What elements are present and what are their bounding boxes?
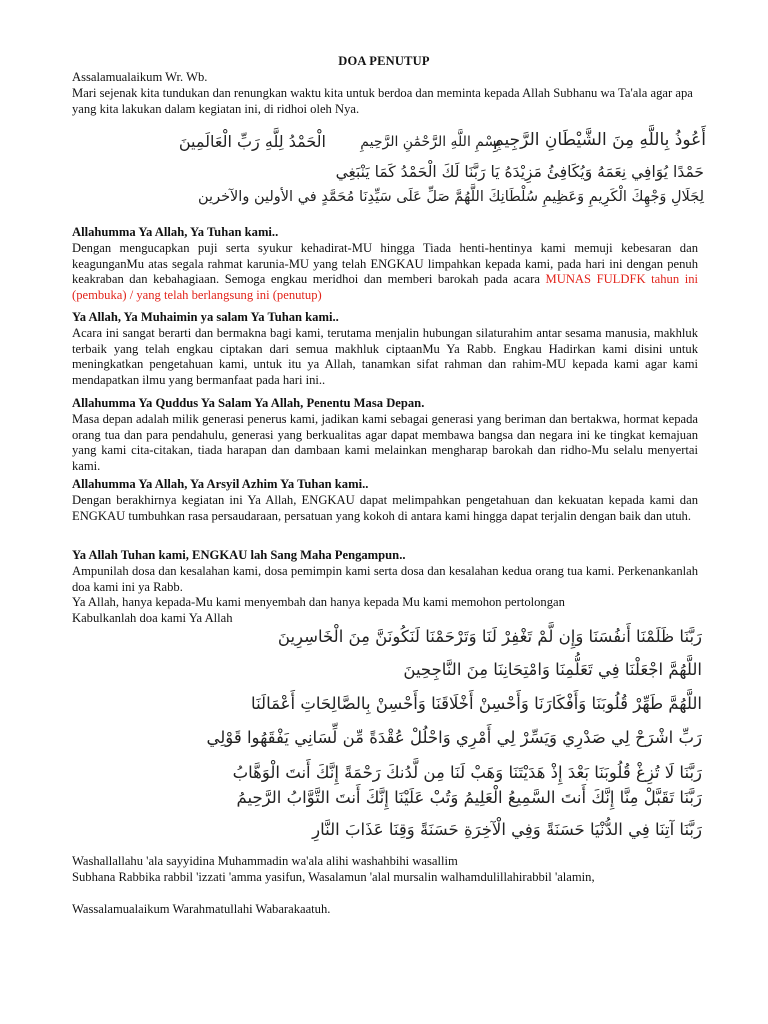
section-extra-2: Kabulkanlah doa kami Ya Allah [72,611,233,626]
greeting: Assalamualaikum Wr. Wb. [72,70,208,84]
arabic-prayer-2: اللَّهُمَّ اجْعَلْنَا فِي تَعَلُّمِنَا وَامْتِحَانِنَا مِنَ النَّاجِحِينَ [403,660,702,679]
section-body: Acara ini sangat berarti dan bermakna bagi kami, terutama menjalin hubungan silaturahim antar sesama manusia, makhluk terbaik yang telah engkau ciptakan dari semua makhluk ciptaanMu Ya Rabb. Engkau Hadirkan kami disini untuk meningkatkan pengetahuan kami, untuk itu ya Allah, tanamkan sifat rahman dan rahim-MU kepada kami agar kami mendapatkan ilmu yang bermanfaat pada hari ini.. [72,325,698,388]
section-2 [72,310,698,389]
basmalah-text: بِسْمِ اللَّهِ الرَّحْمَٰنِ الرَّحِيمِ [360,134,501,150]
section-heading: Allahumma Ya Allah, Ya Arsyil Azhim Ya Tuhan kami.. [72,477,369,491]
closing-line-1: Washallallahu 'ala sayyidina Muhammadin wa'ala alihi washahbihi wasallim [72,854,458,868]
page-title: DOA PENUTUP [338,54,430,68]
closing [72,854,712,917]
section-body: Dengan berakhirnya kegiatan ini Ya Allah, ENGKAU dapat melimpahkan pengetahuan dan kekuatan kepada kami dan ENGKAU tumbuhkan rasa persaudaraan, persatuan yang kokoh di antara kami hingga dapat terjalin dengan baik dan utuh. [72,492,698,523]
spacer [72,886,712,902]
arabic-prayer-7: رَبَّنَا آتِنَا فِي الدُّنْيَا حَسَنَةً وَفِي الْآخِرَةِ حَسَنَةً وَقِنَا عَذَابَ النَّارِ [312,820,702,839]
closing-salam: Wassalamualaikum Warahmatullahi Wabarakaatuh. [72,901,331,916]
arabic-prayer-4: رَبِّ اشْرَحْ لِي صَدْرِي وَيَسِّرْ لِي أَمْرِي وَاحْلُلْ عُقْدَةً مِّن لِّسَانِي يَفْقَهُوا قَوْلِي [206,728,702,747]
section-3 [72,396,698,475]
section-heading: Allahumma Ya Quddus Ya Salam Ya Allah, Penentu Masa Depan. [72,396,425,410]
arabic-prayer-6: رَبَّنَا تَقَبَّلْ مِنَّا إِنَّكَ أَنتَ السَّمِيعُ الْعَلِيمُ وَتُبْ عَلَيْنَا إِنَّكَ أَنتَ التَّوَّابُ الرَّحِيمُ [236,788,702,807]
arabic-opening-line-3: لِجَلَالِ وَجْهِكَ الْكَرِيمِ وَعَظِيمِ سُلْطَانِكَ اللَّهُمَّ صَلِّ عَلَى سَيِّدِنَا مُحَمَّدٍ في الأولين والآخرين [198,189,704,205]
section-heading: Allahumma Ya Allah, Ya Tuhan kami.. [72,225,279,239]
section-4 [72,477,698,524]
arabic-opening-row [150,130,706,166]
arabic-opening-line-2: حَمْدًا يُوَافِي نِعَمَهُ وَيُكَافِئُ مَزِيْدَهُ يَا رَبَّنَا لَكَ الْحَمْدُ كَمَا يَنْبَغِي [335,163,704,181]
section-extra-1: Ya Allah, hanya kepada-Mu kami menyembah dan hanya kepada Mu kami memohon pertolongan [72,595,565,610]
section-heading: Ya Allah Tuhan kami, ENGKAU lah Sang Maha Pengampun.. [72,548,406,562]
intro-text: Mari sejenak kita tundukan dan renungkan waktu kita untuk berdoa dan meminta kepada Allah Subhanu wa Ta'ala agar apa yang kita lakukan dalam kegiatan ini, di ridhoi oleh Nya. [72,85,693,116]
section-body-text: Dengan mengucapkan puji serta syukur kehadirat-MU hingga Tiada henti-hentinya kami memuji kebesaran dan keagunganMu atas segala rahmat karunia-MU yang telah ENGKAU limpahkan kepada kami, pada hari ini dengan penuh keakraban dan kebahagiaan. Semoga engkau meridhoi dan memberi barokah pada acara [72,240,698,287]
event-highlight: MUNAS FULDFK tahun ini (pembuka) / yang telah berlangsung ini (penutup) [72,272,698,303]
hamdalah-text: الْحَمْدُ لِلَّهِ رَبِّ الْعَالَمِينَ [178,132,326,151]
arabic-prayer-1: رَبَّنَا ظَلَمْنَا أَنفُسَنَا وَإِن لَّمْ تَغْفِرْ لَنَا وَتَرْحَمْنَا لَنَكُونَنَّ مِنَ الْخَاسِرِينَ [277,627,702,646]
section-1 [72,225,698,304]
taawudz-text: أَعُوذُ بِاللَّهِ مِنَ الشَّيْطَانِ الرَّجِيمِ [493,130,706,150]
section-body [72,241,698,304]
arabic-prayer-3: اللَّهُمَّ طَهِّرْ قُلُوبَنَا وَأَفْكَارَنَا وَأَحْسِنْ أَخْلَاقَنَا وَأَحْسِنْ بِالصَّالِحَاتِ أَعْمَالَنَا [251,694,702,713]
arabic-prayer-5: رَبَّنَا لَا تُزِغْ قُلُوبَنَا بَعْدَ إِذْ هَدَيْتَنَا وَهَبْ لَنَا مِن لَّدُنكَ رَحْمَةً إِنَّكَ أَنتَ الْوَهَّابُ [232,763,702,782]
intro [72,70,698,117]
section-body: Ampunilah dosa dan kesalahan kami, dosa pemimpin kami serta dosa dan kesalahan kedua orang tua kami. Perkenankanlah doa kami ini ya Rabb. [72,563,698,594]
section-heading: Ya Allah, Ya Muhaimin ya salam Ya Tuhan kami.. [72,310,339,324]
closing-line-2: Subhana Rabbika rabbil 'izzati 'amma yasifun, Wasalamun 'alal mursalin walhamdulillahirabbil 'alamin, [72,869,595,884]
section-5 [72,548,698,627]
section-body: Masa depan adalah milik generasi penerus kami, jadikan kami sebagai generasi yang beriman dan bertakwa, hormat kepada orang tua dan para pendahulu, generasi yang berkualitas agar dapat membawa bangsa dan negara ini ke tingkat kemajuan yang kami cita-citakan, tiada harapan dan dambaan kami melainkan mengharap barokah dan ridho-Mu selalu menyertai kami. [72,411,698,474]
